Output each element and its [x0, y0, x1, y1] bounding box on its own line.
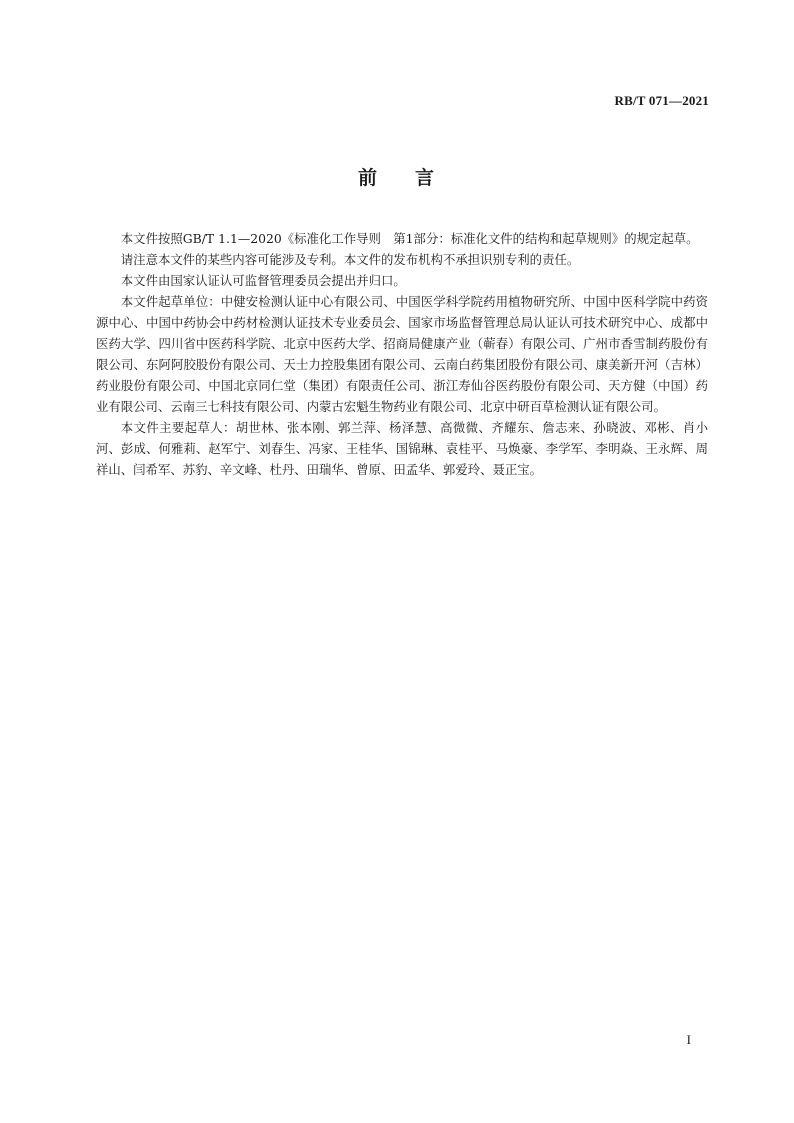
page-title: [0, 163, 794, 190]
page-number: I: [686, 1032, 691, 1047]
paragraph-proposer: 本文件由国家认证认可监督管理委员会提出并归口。: [120, 273, 406, 288]
page-title-char-2: 言: [415, 167, 437, 189]
paragraph-drafting-rules: 本文件按照GB/T 1.1—2020《标准化工作导则 第1部分：标准化文件的结构和起草规则》的规定起草。: [120, 231, 699, 246]
standard-code: RB/T 071—2021: [614, 93, 709, 108]
paragraph-patent-notice: 请注意本文件的某些内容可能涉及专利。本文件的发布机构不承担识别专利的责任。: [120, 252, 580, 267]
page-title-char-1: 前: [357, 167, 379, 189]
paragraph-drafting-units: 本文件起草单位：中健安检测认证中心有限公司、中国医学科学院药用植物研究所、中国中医科学院中药资源中心、中国中药协会中药材检测认证技术专业委员会、国家市场监督管理总局认证认可技术研究中心、成都中医药大学、四川省中医药科学院、北京中医药大学、招商局健康产业（蕲春）有限公司、广州市香雪制药股份有限公司、东阿阿胶股份有限公司、天士力控股集团有限公司、云南白药集团股份有限公司、康美新开河（吉林）药业股份有限公司、中国北京同仁堂（集团）有限责任公司、浙江寿仙谷医药股份有限公司、天方健（中国）药业有限公司、云南三七科技有限公司、内蒙古宏魁生物药业有限公司、北京中研百草检测认证有限公司。: [96, 294, 708, 414]
paragraph-drafters: 本文件主要起草人：胡世林、张本刚、郭兰萍、杨泽慧、高微微、齐耀东、詹志来、孙晓波、邓彬、肖小河、彭成、何雅莉、赵军宁、刘春生、冯家、王桂华、国锦琳、袁桂平、马焕豪、李学军、李明焱、王永辉、周祥山、闫希军、苏豹、辛文峰、杜丹、田瑞华、曾原、田孟华、郭爱玲、聂正宝。: [96, 420, 708, 477]
foreword-body: [96, 228, 708, 480]
